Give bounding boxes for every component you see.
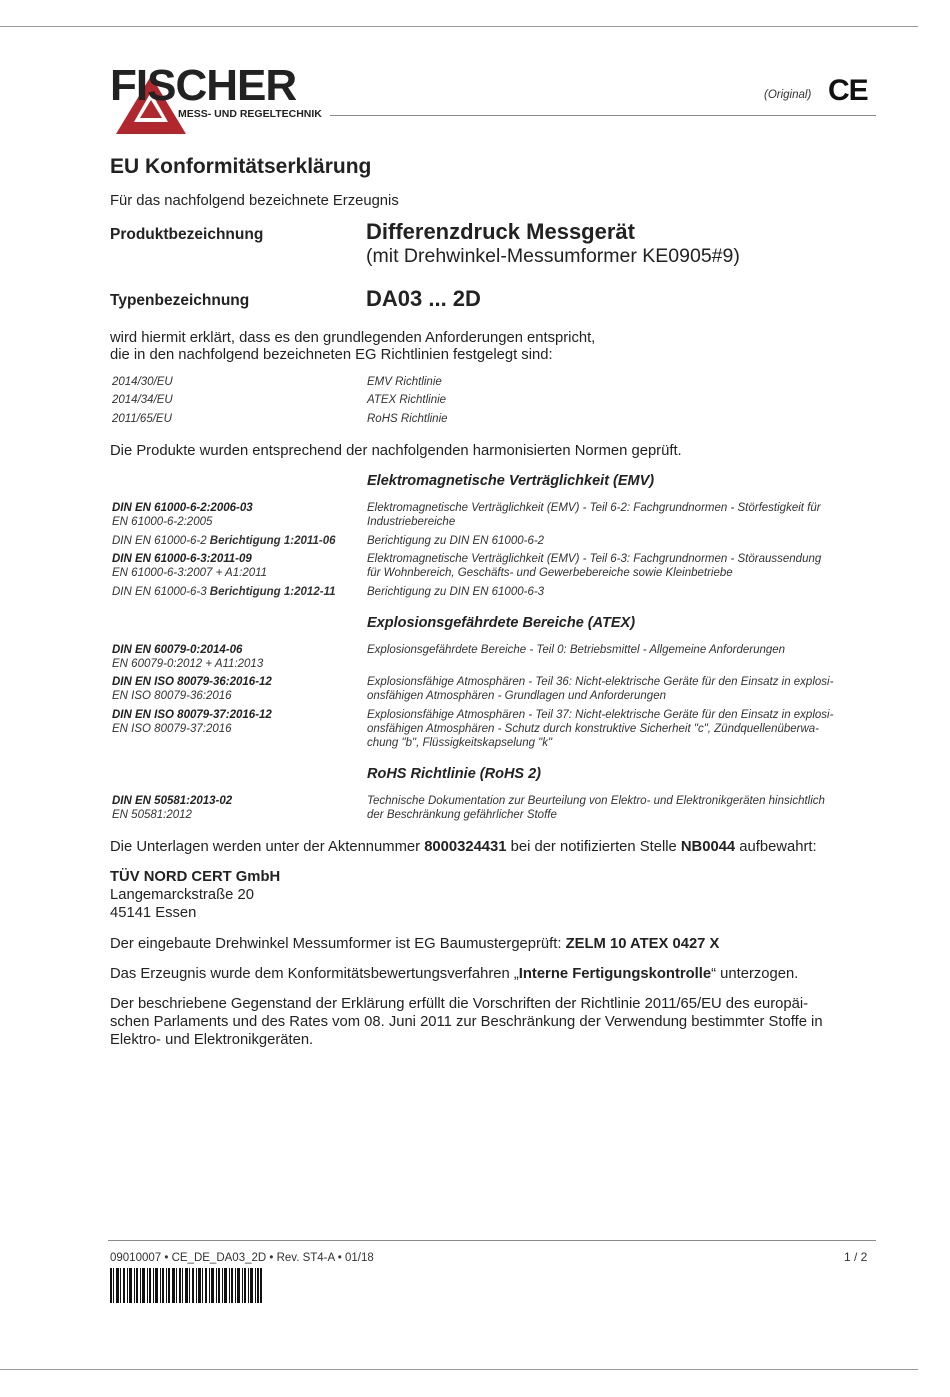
company-logo xyxy=(110,61,350,134)
standard-code-correction: Berichtigung 1:2012-11 xyxy=(209,586,336,598)
file-number: 8000324431 xyxy=(424,839,507,855)
directive-name: ATEX Richtlinie xyxy=(367,394,447,406)
standard-description: Elektromagnetische Verträglichkeit (EMV) - Teil 6-2: Fachgrundnormen - Störfestigkeit für xyxy=(367,502,821,514)
footer-doc-id: 09010007 • CE_DE_DA03_2D • Rev. ST4-A • 01/18 xyxy=(110,1252,374,1264)
standard-description: Industriebereiche xyxy=(367,516,456,528)
certificate-statement xyxy=(110,935,719,953)
barcode-icon xyxy=(110,1268,262,1303)
standard-description: der Beschränkung gefährlicher Stoffe xyxy=(367,809,557,821)
directive-name: EMV Richtlinie xyxy=(367,376,442,388)
certificate-number: ZELM 10 ATEX 0427 X xyxy=(565,936,720,952)
directive-code: 2014/34/EU xyxy=(112,394,173,406)
procedure-statement xyxy=(110,965,798,983)
ce-mark: CE xyxy=(828,74,868,107)
closing-line-2: schen Parlaments und des Rates vom 08. Juni 2011 zur Beschränkung der Verwendung bestimmter Stoffe in xyxy=(110,1014,823,1030)
page-bottom-rule xyxy=(0,1369,918,1370)
address-city: 45141 Essen xyxy=(110,905,197,921)
standard-description: Technische Dokumentation zur Beurteilung von Elektro- und Elektronikgeräten hinsichtlich xyxy=(367,795,825,807)
header-rule xyxy=(330,115,876,116)
standard-description: onsfähigen Atmosphären - Schutz durch konstruktive Sicherheit "c", Zündquellenüberwa- xyxy=(367,723,820,735)
standard-code-prefix: DIN EN 61000-6-3 xyxy=(112,586,210,598)
logo-subtitle: MESS- UND REGELTECHNIK xyxy=(178,108,322,120)
directive-code: 2014/30/EU xyxy=(112,376,173,388)
standard-description: Explosionsfähige Atmosphären - Teil 37: Nicht-elektrische Geräte für den Einsatz in explosi- xyxy=(367,709,834,721)
standard-sub-code: EN ISO 80079-36:2016 xyxy=(112,690,232,702)
footer-rule xyxy=(108,1240,876,1241)
standard-code: DIN EN 60079-0:2014-06 xyxy=(112,644,243,656)
logo-text: FISCHER xyxy=(110,61,297,110)
standard-sub-code: EN ISO 80079-37:2016 xyxy=(112,723,232,735)
section-title-atex: Explosionsgefährdete Bereiche (ATEX) xyxy=(367,615,636,631)
standard-code xyxy=(112,535,335,549)
directive-code: 2011/65/EU xyxy=(112,413,172,425)
archive-text: Die Unterlagen werden unter der Aktennummer xyxy=(110,839,425,855)
standard-description: onsfähigen Atmosphären - Grundlagen und Anforderungen xyxy=(367,690,666,702)
closing-line-1: Der beschriebene Gegenstand der Erklärung erfüllt die Vorschriften der Richtlinie 2011/65/EU des europäi- xyxy=(110,996,809,1012)
standard-description: chung "b", Flüssigkeitskapselung "k" xyxy=(367,737,553,749)
standard-code: DIN EN ISO 80079-37:2016-12 xyxy=(112,709,272,721)
procedure-text: “ unterzogen. xyxy=(711,966,799,982)
procedure-name: Interne Fertigungskontrolle xyxy=(518,966,712,982)
standard-code: DIN EN 50581:2013-02 xyxy=(112,795,233,807)
product-name: Differenzdruck Messgerät xyxy=(366,219,635,244)
standard-code-prefix: DIN EN 61000-6-2 xyxy=(112,535,210,547)
page-number: 1 / 2 xyxy=(844,1250,868,1264)
standard-code: DIN EN ISO 80079-36:2016-12 xyxy=(112,676,272,688)
product-detail: (mit Drehwinkel-Messumformer KE0905#9) xyxy=(366,245,740,267)
standard-sub-code: EN 61000-6-2:2005 xyxy=(112,516,213,528)
document-title: EU Konformitätserklärung xyxy=(110,155,372,178)
standard-description: Explosionsfähige Atmosphären - Teil 36: Nicht-elektrische Geräte für den Einsatz in explosi- xyxy=(367,676,834,688)
section-title-rohs: RoHS Richtlinie (RoHS 2) xyxy=(367,766,542,782)
type-value: DA03 ... 2D xyxy=(366,286,481,311)
archive-text: bei der notifizierten Stelle xyxy=(506,839,681,855)
notified-body-number: NB0044 xyxy=(680,839,736,855)
address-street: Langemarckstraße 20 xyxy=(110,887,254,903)
address-company: TÜV NORD CERT GmbH xyxy=(110,869,281,885)
procedure-text: Das Erzeugnis wurde dem Konformitätsbewertungsverfahren „ xyxy=(110,966,519,982)
directive-name: RoHS Richtlinie xyxy=(367,413,448,425)
closing-line-3: Elektro- und Elektronikgeräten. xyxy=(110,1032,314,1048)
declaration-line-1: wird hiermit erklärt, dass es den grundlegenden Anforderungen entspricht, xyxy=(110,330,596,346)
certificate-text: Der eingebaute Drehwinkel Messumformer ist EG Baumustergeprüft: xyxy=(110,936,566,952)
standard-code: DIN EN 61000-6-3:2011-09 xyxy=(112,553,252,565)
standard-sub-code: EN 60079-0:2012 + A11:2013 xyxy=(112,658,264,670)
standard-code: DIN EN 61000-6-2:2006-03 xyxy=(112,502,253,514)
type-label: Typenbezeichnung xyxy=(110,292,250,309)
archive-text: aufbewahrt: xyxy=(735,839,817,855)
standard-description: Berichtigung zu DIN EN 61000-6-3 xyxy=(367,586,545,598)
intro-text: Für das nachfolgend bezeichnete Erzeugnis xyxy=(110,193,399,209)
archive-statement xyxy=(110,838,817,856)
standard-code xyxy=(112,586,335,600)
standard-sub-code: EN 50581:2012 xyxy=(112,809,192,821)
standards-intro: Die Produkte wurden entsprechend der nachfolgenden harmonisierten Normen geprüft. xyxy=(110,443,682,459)
section-title-emv: Elektromagnetische Verträglichkeit (EMV) xyxy=(367,473,655,489)
product-label: Produktbezeichnung xyxy=(110,226,264,243)
page-top-rule xyxy=(0,26,918,27)
standard-description: Berichtigung zu DIN EN 61000-6-2 xyxy=(367,535,545,547)
standard-description: für Wohnbereich, Geschäfts- und Gewerbebereiche sowie Kleinbetriebe xyxy=(367,567,733,579)
standard-sub-code: EN 61000-6-3:2007 + A1:2011 xyxy=(112,567,268,579)
standard-code-correction: Berichtigung 1:2011-06 xyxy=(209,535,336,547)
original-label: (Original) xyxy=(764,89,812,101)
standard-description: Elektromagnetische Verträglichkeit (EMV) - Teil 6-3: Fachgrundnormen - Störaussendung xyxy=(367,553,822,565)
standard-description: Explosionsgefährdete Bereiche - Teil 0: Betriebsmittel - Allgemeine Anforderungen xyxy=(367,644,786,656)
declaration-line-2: die in den nachfolgend bezeichneten EG Richtlinien festgelegt sind: xyxy=(110,347,553,363)
